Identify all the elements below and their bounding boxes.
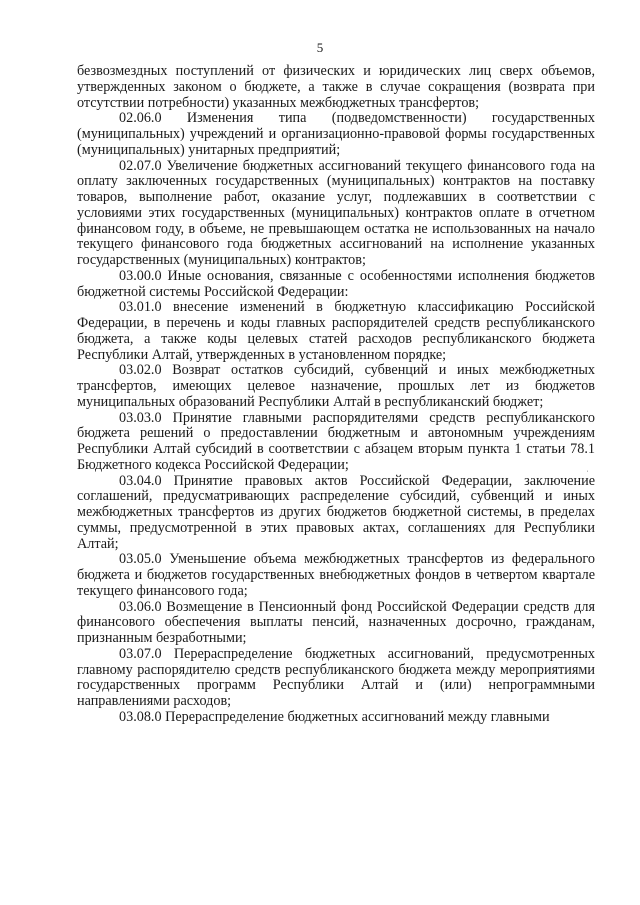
margin-mark: ˌ xyxy=(586,462,589,472)
paragraph-03-02-0: 03.02.0 Возврат остатков субсидий, субвенций и иных межбюджетных трансфертов, имеющих целевое назначение, прошлых лет из бюджетов муниципальных образований Республики Алтай в республиканский бюджет; xyxy=(77,362,595,410)
paragraph-03-03-0: 03.03.0 Принятие главными распорядителями средств республиканского бюджета решений о предоставлении бюджетным и автономным учреждениям Республики Алтай субсидий в соответствии с абзацем вторым пункта 1 статьи 78.1 Бюджетного кодекса Российской Федерации; xyxy=(77,409,595,473)
paragraph-03-00-0: 03.00.0 Иные основания, связанные с особенностями исполнения бюджетов бюджетной системы Российской Федерации: xyxy=(77,267,595,300)
paragraph-03-08-0: 03.08.0 Перераспределение бюджетных ассигнований между главными xyxy=(119,708,550,725)
paragraph-02-07-0: 02.07.0 Увеличение бюджетных ассигнований текущего финансового года на оплату заключенных государственных (муниципальных) контрактов на поставку товаров, выполнение работ, оказание услуг, подлежавших в соответствии с условиями этих государственных (муниципальных) контрактов оплате в отчетном финансовом году, в объеме, не превышающем остатка не использованных на начало текущего финансового года бюджетных ассигнований на исполнение указанных государственных (муниципальных) контрактов; xyxy=(77,157,595,268)
page-number: 5 xyxy=(316,40,324,55)
paragraph-02-06-0: 02.06.0 Изменения типа (подведомственности) государственных (муниципальных) учреждений и организационно-правовой формы государственных (муниципальных) унитарных предприятий; xyxy=(77,110,595,158)
paragraph-03-06-0: 03.06.0 Возмещение в Пенсионный фонд Российской Федерации средств для финансового обеспечения выплаты пенсий, назначенных досрочно, гражданам, признанным безработными; xyxy=(77,598,595,646)
document-body xyxy=(77,64,595,726)
paragraph-03-07-0: 03.07.0 Перераспределение бюджетных ассигнований, предусмотренных главному распорядителю средств республиканского бюджета между мероприятиями государственных программ Республики Алтай и (или) непрограммными направлениями расходов; xyxy=(77,645,595,709)
paragraph-03-04-0: 03.04.0 Принятие правовых актов Российской Федерации, заключение соглашений, предусматривающих распределение субсидий, субвенций и иных межбюджетных трансфертов из других бюджетов бюджетной системы, в пределах суммы, предусмотренной в этих правовых актах, соглашениях для Республики Алтай; xyxy=(77,472,595,552)
paragraph-03-01-0: 03.01.0 внесение изменений в бюджетную классификацию Российской Федерации, в перечень и коды главных распорядителей средств республиканского бюджета, а также коды целевых статей расходов республиканского бюджета Республики Алтай, утвержденных в установленном порядке; xyxy=(77,299,595,363)
paragraph-03-05-0: 03.05.0 Уменьшение объема межбюджетных трансфертов из федерального бюджета и бюджетов государственных внебюджетных фондов в четвертом квартале текущего финансового года; xyxy=(77,551,595,599)
paragraph-continuation: безвозмездных поступлений от физических и юридических лиц сверх объемов, утвержденных законом о бюджете, а также в случае сокращения (возврата при отсутствии потребности) указанных межбюджетных трансфертов; xyxy=(77,63,595,111)
